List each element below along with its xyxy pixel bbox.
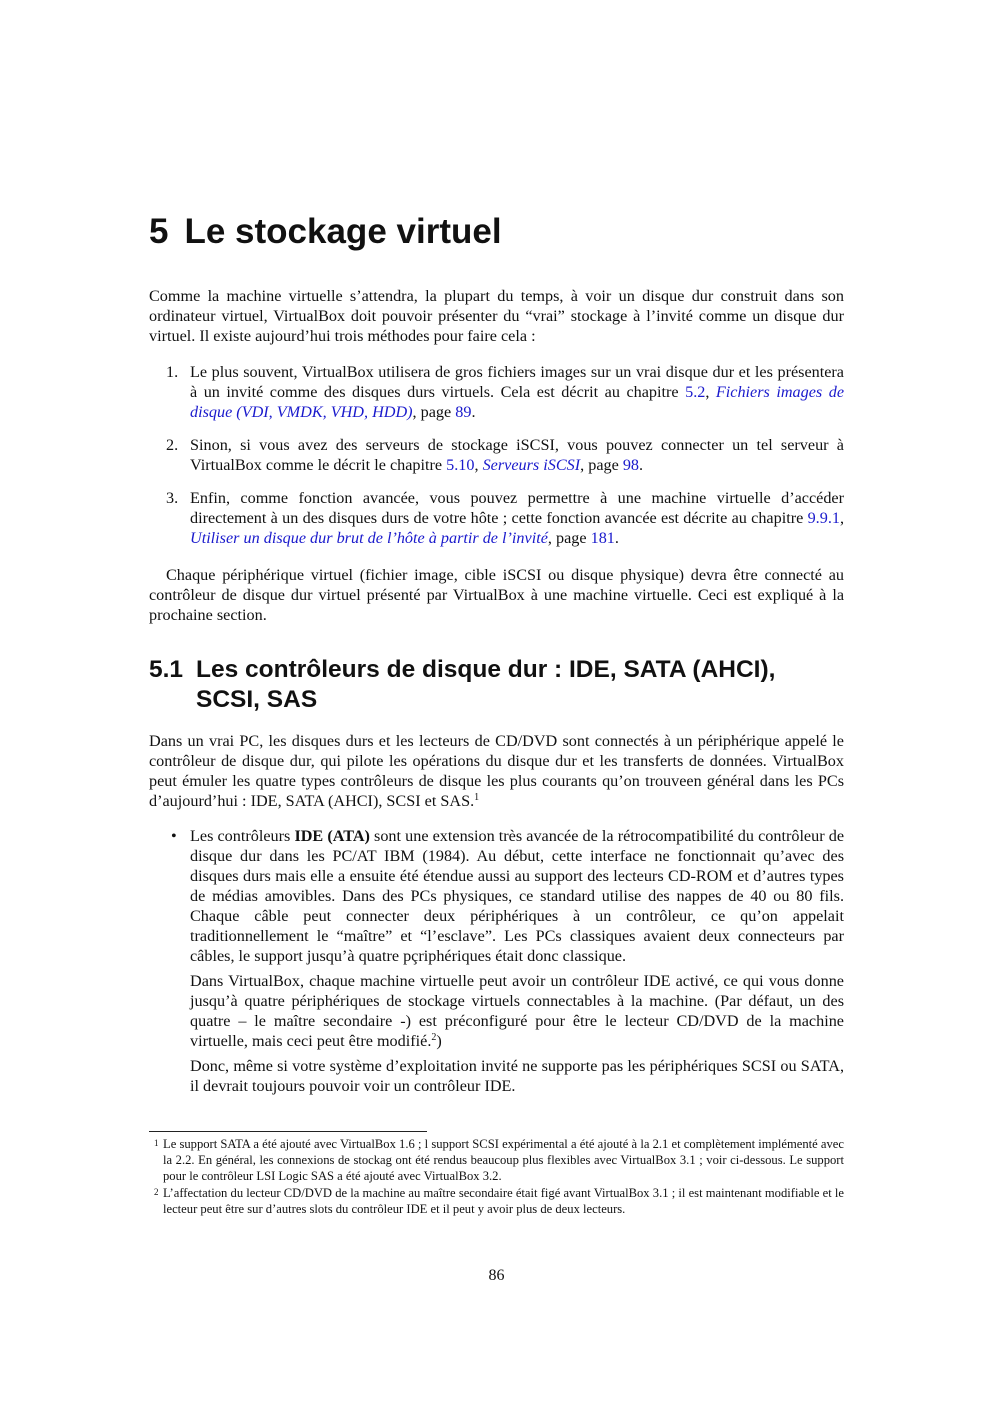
- bullet-marker: •: [171, 827, 177, 845]
- ref-title-link[interactable]: Utiliser un disque dur brut de l’hôte à partir de l’invité: [190, 529, 548, 547]
- ref-title-link[interactable]: Fichiers images de disque (VDI, VMDK, VHD, HDD): [190, 383, 845, 421]
- list-item: [149, 826, 844, 1096]
- footnote-mark: 1: [154, 1138, 159, 1148]
- ide-text-post: sont une extension très avancée de la rétrocompatibilité du contrôleur de disque dur dans les PC/AT IBM (1984). Au début, cette interface ne fonctionnait qu’avec des disques durs mais elle a ensuite été étendue aussi au support des lecteurs CD-ROM et d’autres types de médias amovibles. Dans des PCs physiques, ce standard utilise des nappes de 40 ou 80 fils. Chaque câble peut connecter deux périphériques à un contrôleur, ce qu’on appelait traditionnellement le “maître” et “l’esclave”. Les PCs classiques avaient deux connecteurs par câbles, le support jusqu’à quatre pçriphériques était donc classique.: [190, 827, 845, 965]
- list-marker: 1.: [166, 363, 179, 381]
- ide-conclusion-paragraph: Donc, même si votre système d’exploitation invité ne supporte pas les périphériques SCSI ou SATA, il devrait toujours pouvoir voir un contrôleur IDE.: [190, 1057, 844, 1095]
- footnote-ref-2[interactable]: 2: [431, 1032, 437, 1043]
- chapter-number: 5: [149, 212, 169, 251]
- list-item-text: Sinon, si vous avez des serveurs de stockage iSCSI, vous pouvez connecter un tel serveur à VirtualBox comme le décrit le chapitre: [190, 436, 844, 474]
- page-prefix: , page: [412, 403, 456, 421]
- footnote-mark: 2: [154, 1187, 159, 1197]
- intro-paragraph: Comme la machine virtuelle s’attendra, la plupart du temps, à voir un disque dur construit dans son ordinateur virtuel, VirtualBox doit pouvoir présenter du “vrai” stockage à l’invité comme un disque dur virtuel. Il existe aujourd’hui trois méthodes pour faire cela :: [149, 287, 844, 345]
- page-prefix: , page: [580, 456, 623, 474]
- list-marker: 2.: [166, 436, 179, 454]
- ide-paragraph: [190, 826, 844, 966]
- list-item: [149, 488, 844, 548]
- virtualbox-ide-paragraph: [190, 971, 844, 1051]
- footnote-ref-1[interactable]: 1: [474, 792, 480, 803]
- footnotes: [149, 1136, 844, 1218]
- page-prefix: , page: [547, 529, 591, 547]
- list-marker: 3.: [166, 489, 179, 507]
- connection-paragraph: Chaque périphérique virtuel (fichier image, cible iSCSI ou disque physique) devra être connecté au contrôleur de disque dur virtuel présenté par VirtualBox à une machine virtuelle. Ceci est expliqué à la prochaine section.: [149, 566, 844, 624]
- page-ref-link[interactable]: 181: [590, 529, 615, 547]
- virtualbox-ide-text: Dans VirtualBox, chaque machine virtuelle peut avoir un contrôleur IDE activé, ce qui vous donne jusqu’à quatre périphériques de stockage virtuels connectables à la machine. (Par défaut, un des quatre – le maître secondaire -) est préconfiguré pour être le lecteur CD/DVD de la machine virtuelle, mais ceci peut être modifié.: [190, 972, 844, 1050]
- chapter-ref-link[interactable]: 9.9.1: [807, 509, 840, 527]
- methods-list: [149, 362, 844, 561]
- closing-paren: ): [436, 1032, 442, 1050]
- page-ref-link[interactable]: 89: [455, 403, 472, 421]
- separator: ,: [839, 509, 844, 527]
- separator: ,: [474, 456, 483, 474]
- chapter-title-text: Le stockage virtuel: [184, 212, 502, 251]
- list-item-text: Le plus souvent, VirtualBox utilisera de gros fichiers images sur un vrai disque dur et les présentera à un invité comme des disques durs virtuels. Cela est décrit au chapitre: [190, 363, 844, 401]
- footnote-text: L’affectation du lecteur CD/DVD de la machine au maître secondaire était figé avant VirtualBox 3.1 ; il est maintenant modifiable et le lecteur peut être sur d’autres slots du contrôleur IDE et il peut y avoir plus de deux lecteurs.: [163, 1186, 844, 1216]
- page-number: 86: [488, 1267, 505, 1284]
- chapter-ref-link[interactable]: 5.2: [685, 383, 706, 401]
- chapter-ref-link[interactable]: 5.10: [446, 456, 475, 474]
- section-intro-paragraph: [149, 731, 844, 811]
- sentence-end: .: [471, 403, 476, 421]
- footnote-2: [149, 1185, 844, 1217]
- section-number: 5.1: [149, 656, 184, 683]
- separator: ,: [705, 383, 716, 401]
- list-item: [149, 435, 844, 475]
- footnote-1: [149, 1136, 844, 1184]
- list-item: [149, 362, 844, 422]
- section-title: [149, 655, 844, 715]
- ref-title-link[interactable]: Serveurs iSCSI: [482, 456, 581, 474]
- ide-term: IDE (ATA): [294, 827, 370, 845]
- footnote-divider: [149, 1131, 427, 1132]
- section-title-text: Les contrôleurs de disque dur : IDE, SATA (AHCI), SCSI, SAS: [196, 656, 776, 713]
- page-ref-link[interactable]: 98: [622, 456, 640, 474]
- controller-list: [149, 826, 844, 1101]
- list-item-text: Enfin, comme fonction avancée, vous pouvez permettre à une machine virtuelle d’accéder directement à un des disques durs de votre hôte ; cette fonction avancée est décrite au chapitre: [190, 489, 844, 527]
- sentence-end: .: [614, 529, 619, 547]
- ide-text-pre: Les contrôleurs: [190, 827, 295, 845]
- chapter-title: [149, 210, 502, 254]
- footnote-text: Le support SATA a été ajouté avec VirtualBox 1.6 ; l support SCSI expérimental a été ajouté à la 2.1 et complètement implémenté avec la 2.2. En général, les connexions de stockag ont été rendus beaucoup plus flexibles avec VirtualBox 3.1 ; voir ci-dessous. Le support pour le contrôleur LSI Logic SAS a été ajouté avec VirtualBox 3.2.: [163, 1137, 844, 1183]
- sentence-end: .: [639, 456, 644, 474]
- section-intro-text: Dans un vrai PC, les disques durs et les lecteurs de CD/DVD sont connectés à un périphérique appelé le contrôleur de disque dur, qui pilote les opérations du disque dur et les transferts de données. VirtualBox peut émuler les quatre types contrôleurs de disque les plus courants qu’on trouveen général dans les PCs d’aujourd’hui : IDE, SATA (AHCI), SCSI et SAS.: [149, 732, 844, 810]
